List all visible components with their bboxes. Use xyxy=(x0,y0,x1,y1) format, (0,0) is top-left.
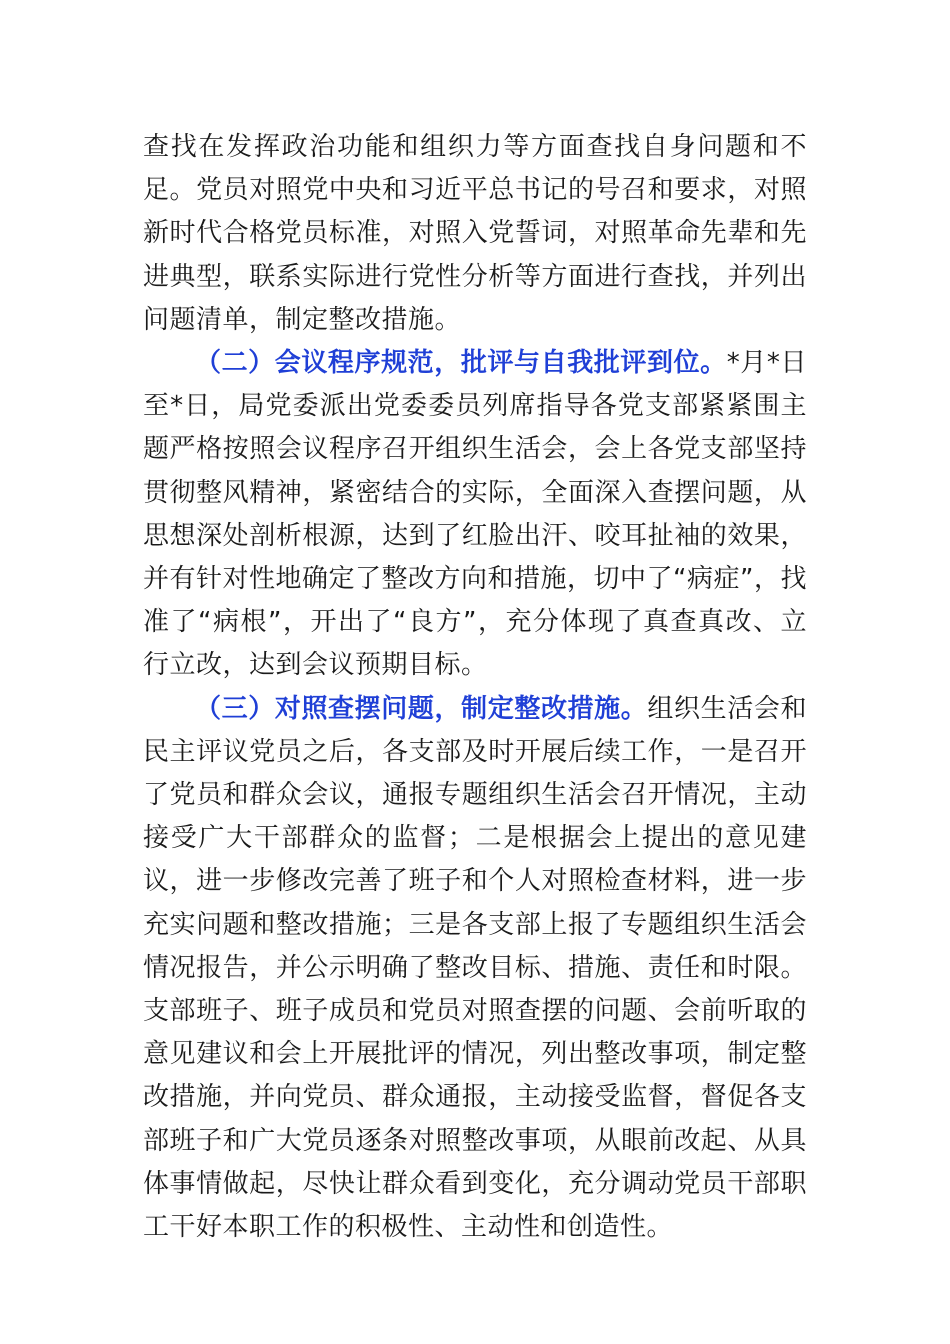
paragraph-continuation xyxy=(143,126,807,342)
section-heading: （二）会议程序规范，批评与自我批评到位。 xyxy=(195,348,727,379)
paragraph-text: 查找在发挥政治功能和组织力等方面查找自身问题和不足。党员对照党中央和习近平总书记的号召和要求，对照新时代合格党员标准，对照入党誓词，对照革命先辈和先进典型，联系实际进行党性分析等方面进行查找，并列出问题清单，制定整改措施。 xyxy=(143,132,807,335)
paragraph-section-3 xyxy=(143,688,807,1250)
paragraph-text: *月*日至*日，局党委派出党委委员列席指导各党支部紧紧围主题严格按照会议程序召开组织生活会，会上各党支部坚持贯彻整风精神，紧密结合的实际，全面深入查摆问题，从思想深处剖析根源，达到了红脸出汗、咬耳扯袖的效果，并有针对性地确定了整改方向和措施，切中了“病症”，找准了“病根”，开出了“良方”，充分体现了真查真改、立行立改，达到会议预期目标。 xyxy=(143,348,807,681)
document-body xyxy=(143,126,807,1249)
section-heading: （三）对照查摆问题，制定整改措施。 xyxy=(195,693,648,724)
paragraph-text: 组织生活会和民主评议党员之后，各支部及时开展后续工作，一是召开了党员和群众会议，通报专题组织生活会召开情况，主动接受广大干部群众的监督；二是根据会上提出的意见建议，进一步修改完善了班子和个人对照检查材料，进一步充实问题和整改措施；三是各支部上报了专题组织生活会情况报告，并公示明确了整改目标、措施、责任和时限。支部班子、班子成员和党员对照查摆的问题、会前听取的意见建议和会上开展批评的情况，列出整改事项，制定整改措施，并向党员、群众通报，主动接受监督，督促各支部班子和广大党员逐条对照整改事项，从眼前改起、从具体事情做起，尽快让群众看到变化，充分调动党员干部职工干好本职工作的积极性、主动性和创造性。 xyxy=(143,693,807,1243)
paragraph-section-2 xyxy=(143,342,807,688)
